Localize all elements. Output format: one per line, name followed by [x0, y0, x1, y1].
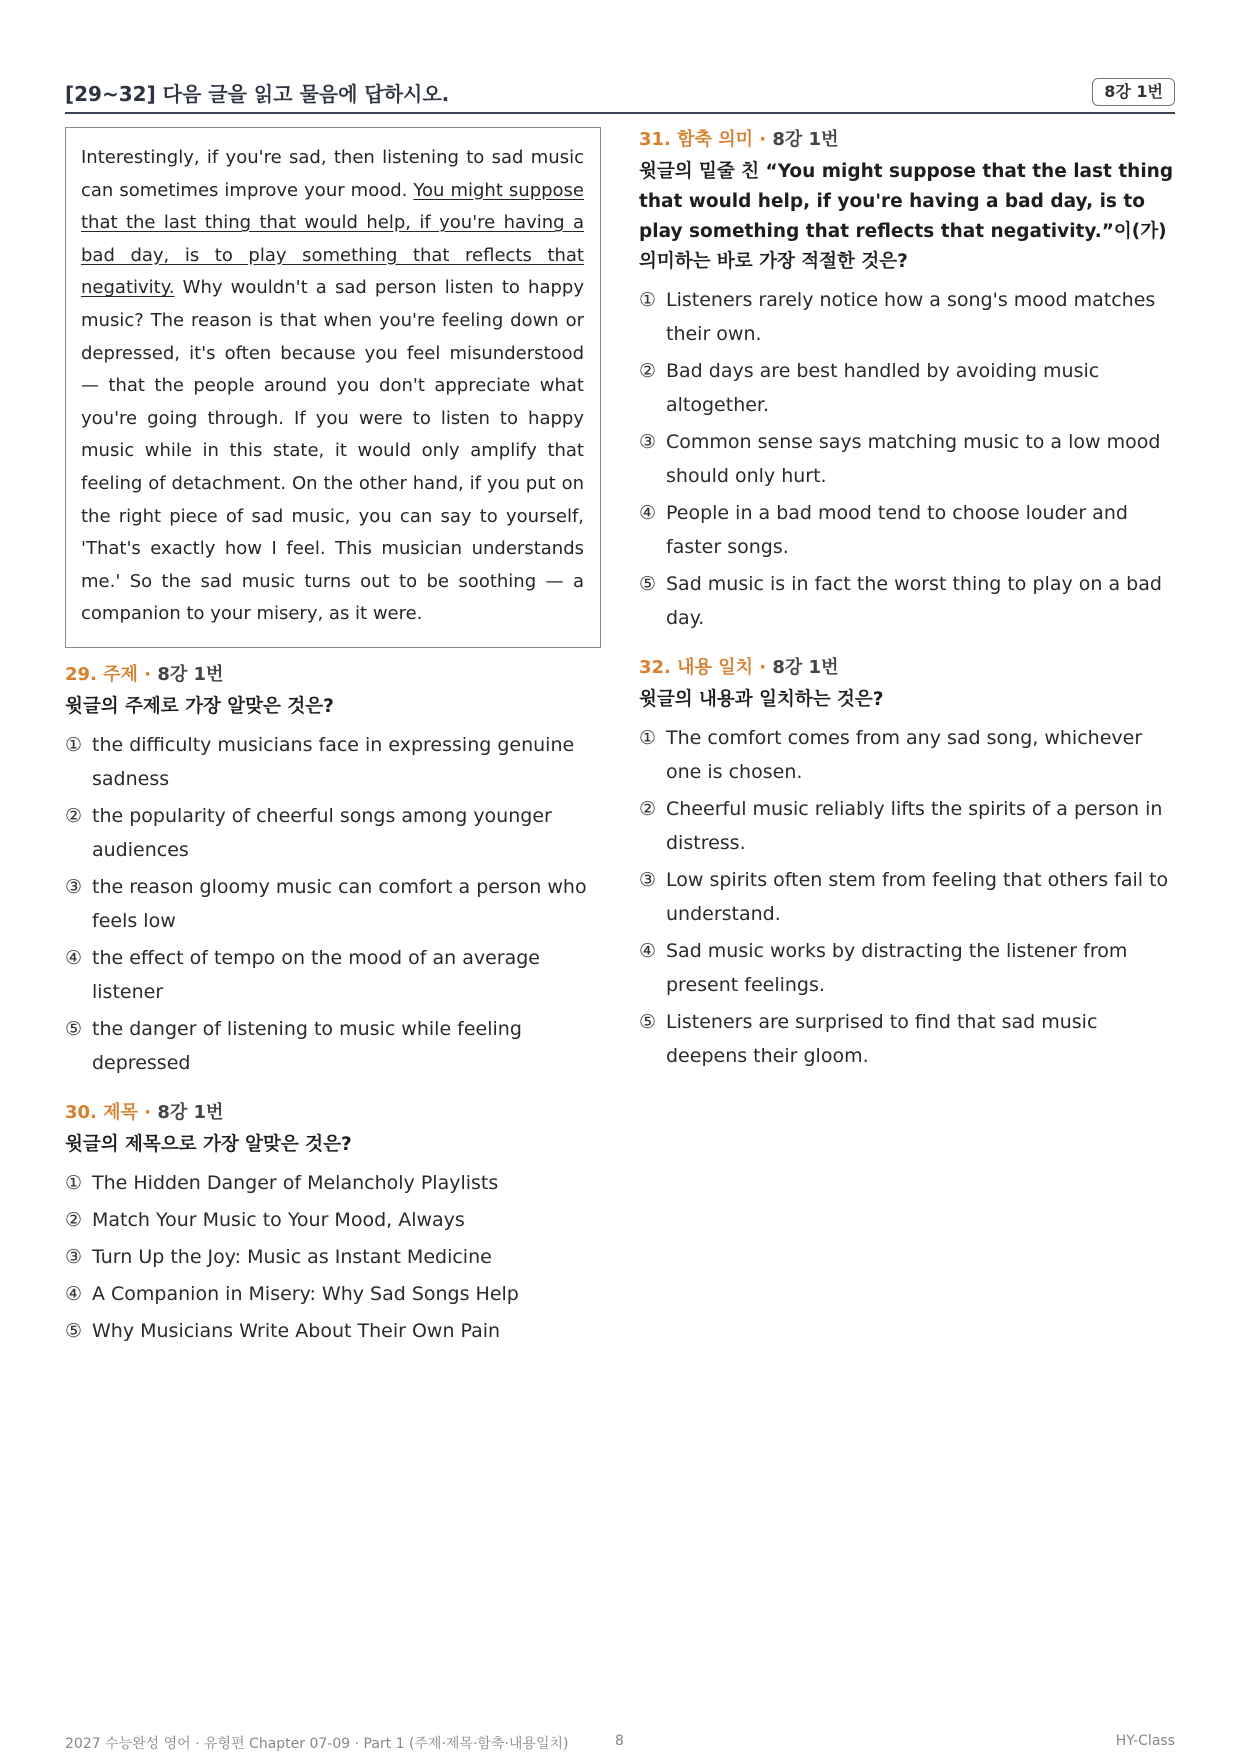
option-marker: ④: [639, 502, 657, 524]
option-marker: ④: [639, 940, 657, 962]
question-31-separator: ·: [752, 129, 773, 150]
option-item[interactable]: [65, 870, 601, 938]
option-item[interactable]: [65, 1203, 601, 1237]
option-item[interactable]: [639, 792, 1175, 860]
question-31-stem: 윗글의 밑줄 친 “You might suppose that the last thing that would help, if you're having a bad day, is to play something that reflects that negativity.”이(가) 의미하는 바로 가장 적절한 것은?: [639, 161, 1174, 272]
option-marker: ②: [65, 1208, 83, 1231]
option-item[interactable]: [639, 283, 1175, 351]
option-text: Listeners rarely notice how a song's mood matches their own.: [666, 289, 1156, 345]
option-item[interactable]: [639, 1005, 1175, 1073]
reading-passage: [65, 127, 601, 648]
option-text: Bad days are best handled by avoiding music altogether.: [666, 360, 1100, 416]
option-item[interactable]: [65, 941, 601, 1009]
question-31-source: 8강 1번: [772, 129, 839, 150]
option-marker: ⑤: [65, 1017, 83, 1040]
option-item[interactable]: [65, 1166, 601, 1200]
option-item[interactable]: [65, 728, 601, 796]
option-marker: ②: [639, 798, 657, 820]
option-marker: ②: [65, 804, 83, 827]
option-marker: ⑤: [65, 1319, 83, 1342]
option-text: Common sense says matching music to a low mood should only hurt.: [666, 431, 1161, 487]
question-29-number: 29. 주제: [65, 663, 138, 685]
option-text: People in a bad mood tend to choose louder and faster songs.: [666, 502, 1128, 558]
question-32-stem: 윗글의 내용과 일치하는 것은?: [639, 689, 884, 710]
page-number: 8: [615, 1733, 624, 1749]
left-column: [65, 127, 601, 1351]
question-29-options: [65, 728, 601, 1080]
question-29-stem: 윗글의 주제로 가장 알맞은 것은?: [65, 695, 334, 717]
option-marker: ⑤: [639, 1011, 657, 1033]
question-30-separator: ·: [137, 1101, 158, 1123]
option-item[interactable]: [65, 799, 601, 867]
question-30-number: 30. 제목: [65, 1101, 138, 1123]
question-31-options: [639, 283, 1175, 635]
option-item[interactable]: [639, 721, 1175, 789]
right-column: [639, 127, 1175, 1076]
option-marker: ④: [65, 1282, 83, 1305]
option-text: the reason gloomy music can comfort a person who feels low: [92, 875, 587, 932]
option-item[interactable]: [65, 1240, 601, 1274]
footer-book-title: 2027 수능완성 영어 · 유형편 Chapter 07-09 · Part 1 (주제·제목·함축·내용일치): [65, 1736, 569, 1752]
option-item[interactable]: [639, 863, 1175, 931]
passage-underlined-sentence: You might suppose that the last thing that would help, if you're having a bad day, is to play something that reflects that negativity.: [81, 179, 585, 299]
option-marker: ①: [65, 733, 83, 756]
option-marker: ③: [639, 431, 657, 453]
page-header: [65, 74, 1175, 114]
footer-publisher: HY-Class: [1115, 1733, 1175, 1749]
option-text: the effect of tempo on the mood of an average listener: [92, 946, 540, 1003]
option-item[interactable]: [639, 425, 1175, 493]
question-29-label: [65, 662, 601, 688]
option-marker: ③: [65, 1245, 83, 1268]
option-item[interactable]: [65, 1314, 601, 1348]
option-marker: ③: [639, 869, 657, 891]
option-text: A Companion in Misery: Why Sad Songs Help: [92, 1282, 519, 1305]
option-marker: ①: [639, 727, 657, 749]
question-32-options: [639, 721, 1175, 1073]
option-marker: ③: [65, 875, 83, 898]
option-item[interactable]: [65, 1277, 601, 1311]
option-item[interactable]: [639, 567, 1175, 635]
option-text: Why Musicians Write About Their Own Pain: [92, 1319, 501, 1342]
question-30: [65, 1100, 601, 1348]
option-marker: ⑤: [639, 573, 657, 595]
question-30-label: [65, 1100, 601, 1126]
option-item[interactable]: [639, 934, 1175, 1002]
question-31-number: 31. 함축 의미: [639, 129, 753, 150]
question-30-stem: 윗글의 제목으로 가장 알맞은 것은?: [65, 1133, 352, 1155]
question-29-source: 8강 1번: [157, 663, 224, 685]
question-30-source: 8강 1번: [157, 1101, 224, 1123]
option-text: the difficulty musicians face in expressing genuine sadness: [92, 733, 575, 790]
option-text: the popularity of cheerful songs among younger audiences: [92, 804, 552, 861]
question-31: [639, 127, 1175, 635]
question-32-separator: ·: [752, 657, 773, 678]
option-text: Turn Up the Joy: Music as Instant Medicine: [92, 1245, 492, 1268]
passage-text-before: Interestingly, if you're sad, then listening to sad music can sometimes improve your mood.: [81, 147, 584, 201]
option-text: Cheerful music reliably lifts the spirits of a person in distress.: [666, 798, 1163, 854]
option-marker: ②: [639, 360, 657, 382]
section-title: [29~32] 다음 글을 읽고 물음에 답하시오.: [65, 82, 450, 106]
question-32-number: 32. 내용 일치: [639, 657, 753, 678]
option-marker: ④: [65, 946, 83, 969]
question-32-source: 8강 1번: [772, 657, 839, 678]
question-29: [65, 662, 601, 1080]
option-text: Sad music is in fact the worst thing to play on a bad day.: [666, 573, 1162, 629]
option-marker: ①: [639, 289, 657, 311]
passage-text-after: Why wouldn't a sad person listen to happy music? The reason is that when you're feeling down or depressed, it's often because you feel misunderstood — that the people around you don't appreciate what you're going through. If you were to listen to happy music while in this state, it would only amplify that feeling of detachment. On the other hand, if you put on the right piece of sad music, you can say to yourself, 'That's exactly how I feel. This musician understands me.' So the sad music turns out to be soothing — a companion to your misery, as it were.: [81, 277, 584, 625]
question-29-separator: ·: [137, 663, 158, 685]
question-31-label: [639, 127, 1175, 153]
option-text: The Hidden Danger of Melancholy Playlists: [92, 1171, 499, 1194]
option-item[interactable]: [65, 1012, 601, 1080]
option-text: the danger of listening to music while feeling depressed: [92, 1017, 522, 1074]
option-text: Listeners are surprised to find that sad music deepens their gloom.: [666, 1011, 1098, 1067]
option-item[interactable]: [639, 354, 1175, 422]
option-marker: ①: [65, 1171, 83, 1194]
option-text: The comfort comes from any sad song, whichever one is chosen.: [666, 727, 1143, 783]
lesson-badge: 8강 1번: [1092, 78, 1175, 106]
page-footer: [65, 1733, 1175, 1753]
option-text: Match Your Music to Your Mood, Always: [92, 1208, 465, 1231]
question-32: [639, 655, 1175, 1073]
option-item[interactable]: [639, 496, 1175, 564]
question-32-label: [639, 655, 1175, 681]
question-30-options: [65, 1166, 601, 1348]
option-text: Low spirits often stem from feeling that others fail to understand.: [666, 869, 1169, 925]
option-text: Sad music works by distracting the listener from present feelings.: [666, 940, 1128, 996]
